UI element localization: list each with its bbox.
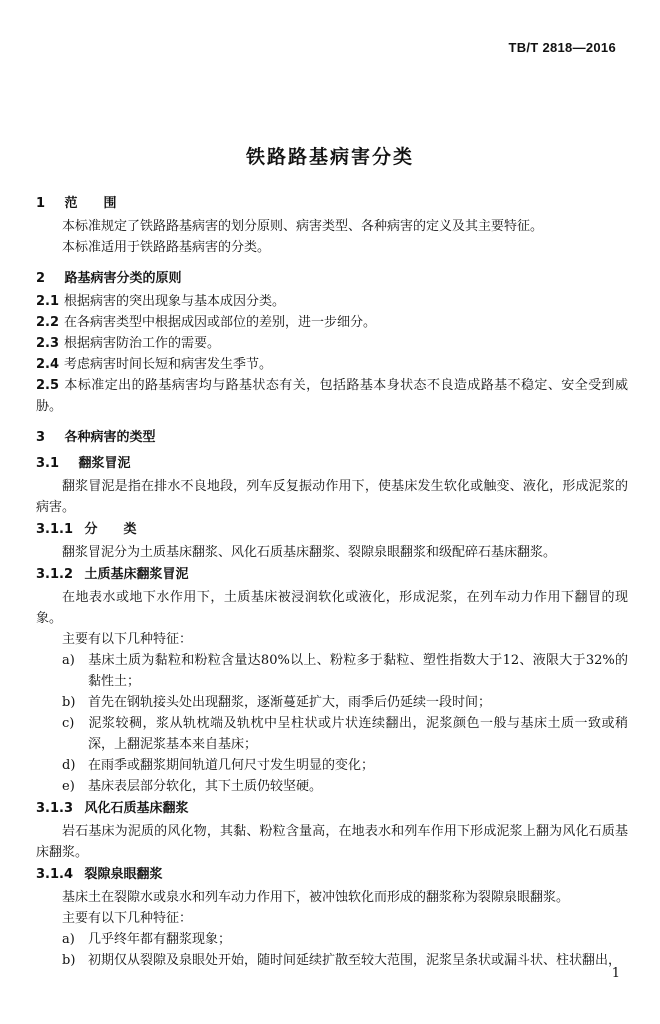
paragraph: 本标准适用于铁路路基病害的分类。	[62, 240, 271, 255]
subsection-number: 3.1.3	[36, 801, 74, 816]
subsection-3-1-heading	[36, 452, 628, 476]
clause-2-5	[36, 375, 628, 417]
subsection-3-1-2-heading	[36, 563, 628, 587]
clause-text: 根据病害的突出现象与基本成因分类。	[64, 294, 286, 309]
list-text: 基床土质为黏粒和粉粒含量达80%以上、粉粒多于黏粒、塑性指数大于12、液限大于32%的黏性土；	[88, 653, 628, 689]
paragraph: 岩石基床为泥质的风化物，其黏、粉粒含量高，在地表水和列车作用下形成泥浆上翻为风化石质基床翻浆。	[36, 824, 628, 860]
subsection-3-1-1-heading	[36, 518, 628, 542]
list-label: e)	[62, 779, 75, 794]
list-label: a)	[62, 932, 75, 947]
list-text: 首先在钢轨接头处出现翻浆，逐渐蔓延扩大，雨季后仍延续一段时间；	[88, 695, 492, 710]
subsection-number: 3.1.2	[36, 567, 74, 582]
section-1-heading	[36, 192, 628, 216]
section-title: 范 围	[64, 196, 117, 211]
list-item	[36, 650, 628, 692]
list-text: 初期仅从裂隙及泉眼处开始，随时间延续扩散至较大范围，泥浆呈条状或漏斗状、柱状翻出，	[88, 953, 622, 968]
section-number: 1	[36, 196, 46, 211]
list-item	[36, 692, 628, 713]
list-item	[36, 755, 628, 776]
subsection-title: 裂隙泉眼翻浆	[84, 867, 163, 882]
list-item	[36, 776, 628, 797]
clause-2-2	[36, 312, 628, 333]
paragraph: 翻浆冒泥分为土质基床翻浆、风化石质基床翻浆、裂隙泉眼翻浆和级配碎石基床翻浆。	[62, 545, 557, 560]
list-label: b)	[62, 953, 76, 968]
paragraph: 主要有以下几种特征：	[62, 632, 193, 647]
subsection-3-1-4-heading	[36, 863, 628, 887]
subsection-title: 翻浆冒泥	[78, 456, 131, 471]
subsection-title: 风化石质基床翻浆	[84, 801, 189, 816]
section-2-heading	[36, 267, 628, 291]
clause-2-1	[36, 291, 628, 312]
paragraph: 翻浆冒泥是指在排水不良地段，列车反复振动作用下，使基床发生软化或触变、液化，形成泥浆的病害。	[36, 479, 628, 515]
list-item	[36, 713, 628, 755]
clause-number: 2.4	[36, 357, 60, 372]
clause-number: 2.1	[36, 294, 60, 309]
list-label: a)	[62, 653, 75, 668]
clause-number: 2.2	[36, 315, 60, 330]
clause-number: 2.3	[36, 336, 60, 351]
clause-2-3	[36, 333, 628, 354]
page-number: 1	[611, 966, 620, 981]
section-title: 各种病害的类型	[64, 430, 156, 445]
subsection-number: 3.1.1	[36, 522, 74, 537]
subsection-title: 土质基床翻浆冒泥	[84, 567, 189, 582]
list-text: 基床表层部分软化，其下土质仍较坚硬。	[88, 779, 323, 794]
clause-2-4	[36, 354, 628, 375]
list-text: 在雨季或翻浆期间轨道几何尺寸发生明显的变化；	[88, 758, 375, 773]
list-label: b)	[62, 695, 76, 710]
paragraph: 本标准规定了铁路路基病害的划分原则、病害类型、各种病害的定义及其主要特征。	[62, 219, 544, 234]
list-label: c)	[62, 716, 75, 731]
clause-text: 在各病害类型中根据成因或部位的差别，进一步细分。	[64, 315, 377, 330]
subsection-3-1-3-heading	[36, 797, 628, 821]
section-3-heading	[36, 426, 628, 450]
subsection-number: 3.1	[36, 456, 60, 471]
document-title: 铁路路基病害分类	[245, 146, 414, 168]
section-number: 3	[36, 430, 46, 445]
clause-text: 本标准定出的路基病害均与路基状态有关，包括路基本身状态不良造成路基不稳定、安全受到威胁。	[36, 378, 628, 414]
paragraph: 在地表水或地下水作用下，土质基床被浸润软化或液化，形成泥浆，在列车动力作用下翻冒的现象。	[36, 590, 628, 626]
subsection-title: 分 类	[84, 522, 137, 537]
list-item	[36, 950, 628, 971]
clause-number: 2.5	[36, 378, 60, 393]
doc-code: TB/T 2818—2016	[508, 40, 616, 55]
paragraph: 主要有以下几种特征：	[62, 911, 193, 926]
section-number: 2	[36, 271, 46, 286]
document-body	[36, 192, 628, 971]
clause-text: 考虑病害时间长短和病害发生季节。	[64, 357, 273, 372]
list-text: 泥浆较稠，浆从轨枕端及轨枕中呈柱状或片状连续翻出，泥浆颜色一般与基床土质一致或稍深，上翻泥浆基本来自基床；	[88, 716, 628, 752]
list-text: 几乎终年都有翻浆现象；	[88, 932, 232, 947]
list-label: d)	[62, 758, 76, 773]
paragraph: 基床土在裂隙水或泉水和列车动力作用下，被冲蚀软化而形成的翻浆称为裂隙泉眼翻浆。	[62, 890, 570, 905]
list-item	[36, 929, 628, 950]
clause-text: 根据病害防治工作的需要。	[64, 336, 221, 351]
subsection-number: 3.1.4	[36, 867, 74, 882]
section-title: 路基病害分类的原则	[64, 271, 182, 286]
